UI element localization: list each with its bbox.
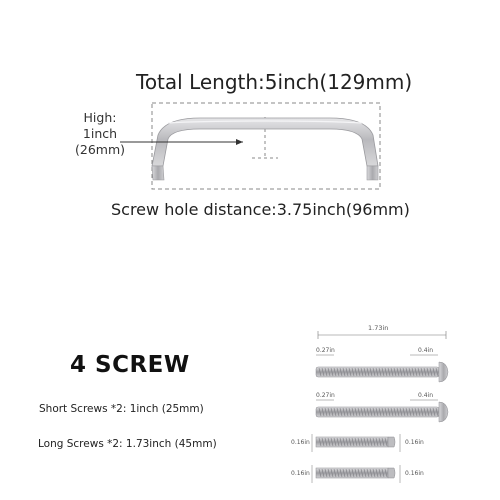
- height-label-line-2: 1inch: [82, 126, 118, 141]
- diameter-label-1: 0.16in: [291, 439, 310, 446]
- diameter-label-3: 0.16in: [291, 470, 310, 477]
- screw-threads: [319, 368, 438, 477]
- height-label-line-1: High:: [83, 110, 117, 125]
- screw-dimension-diagram: [291, 324, 448, 483]
- screw-hole-distance-label: Screw hole distance:3.75inch(96mm): [111, 200, 410, 219]
- head-length-label-2: 0.27in: [316, 392, 335, 399]
- head-length-label-1: 0.27in: [316, 347, 335, 354]
- length-dashed-frame: [152, 103, 380, 189]
- diameter-label-4: 0.16in: [405, 470, 424, 477]
- height-label-line-3: (26mm): [74, 142, 125, 157]
- diameter-label-2: 0.16in: [405, 439, 424, 446]
- long-screws-spec: Long Screws *2: 1.73inch (45mm): [38, 438, 217, 450]
- screw-count-title: 4 SCREW: [70, 352, 190, 378]
- short-screw-2: [316, 407, 439, 417]
- short-screws-spec: Short Screws *2: 1inch (25mm): [39, 403, 204, 415]
- short-screw-1: [316, 367, 439, 377]
- tip-length-label-2: 0.4in: [418, 392, 434, 399]
- tip-length-label-1: 0.4in: [418, 347, 434, 354]
- total-length-label: Total Length:5inch(129mm): [136, 70, 413, 94]
- overall-length-label: 1.73in: [368, 324, 389, 332]
- height-label: [68, 110, 132, 158]
